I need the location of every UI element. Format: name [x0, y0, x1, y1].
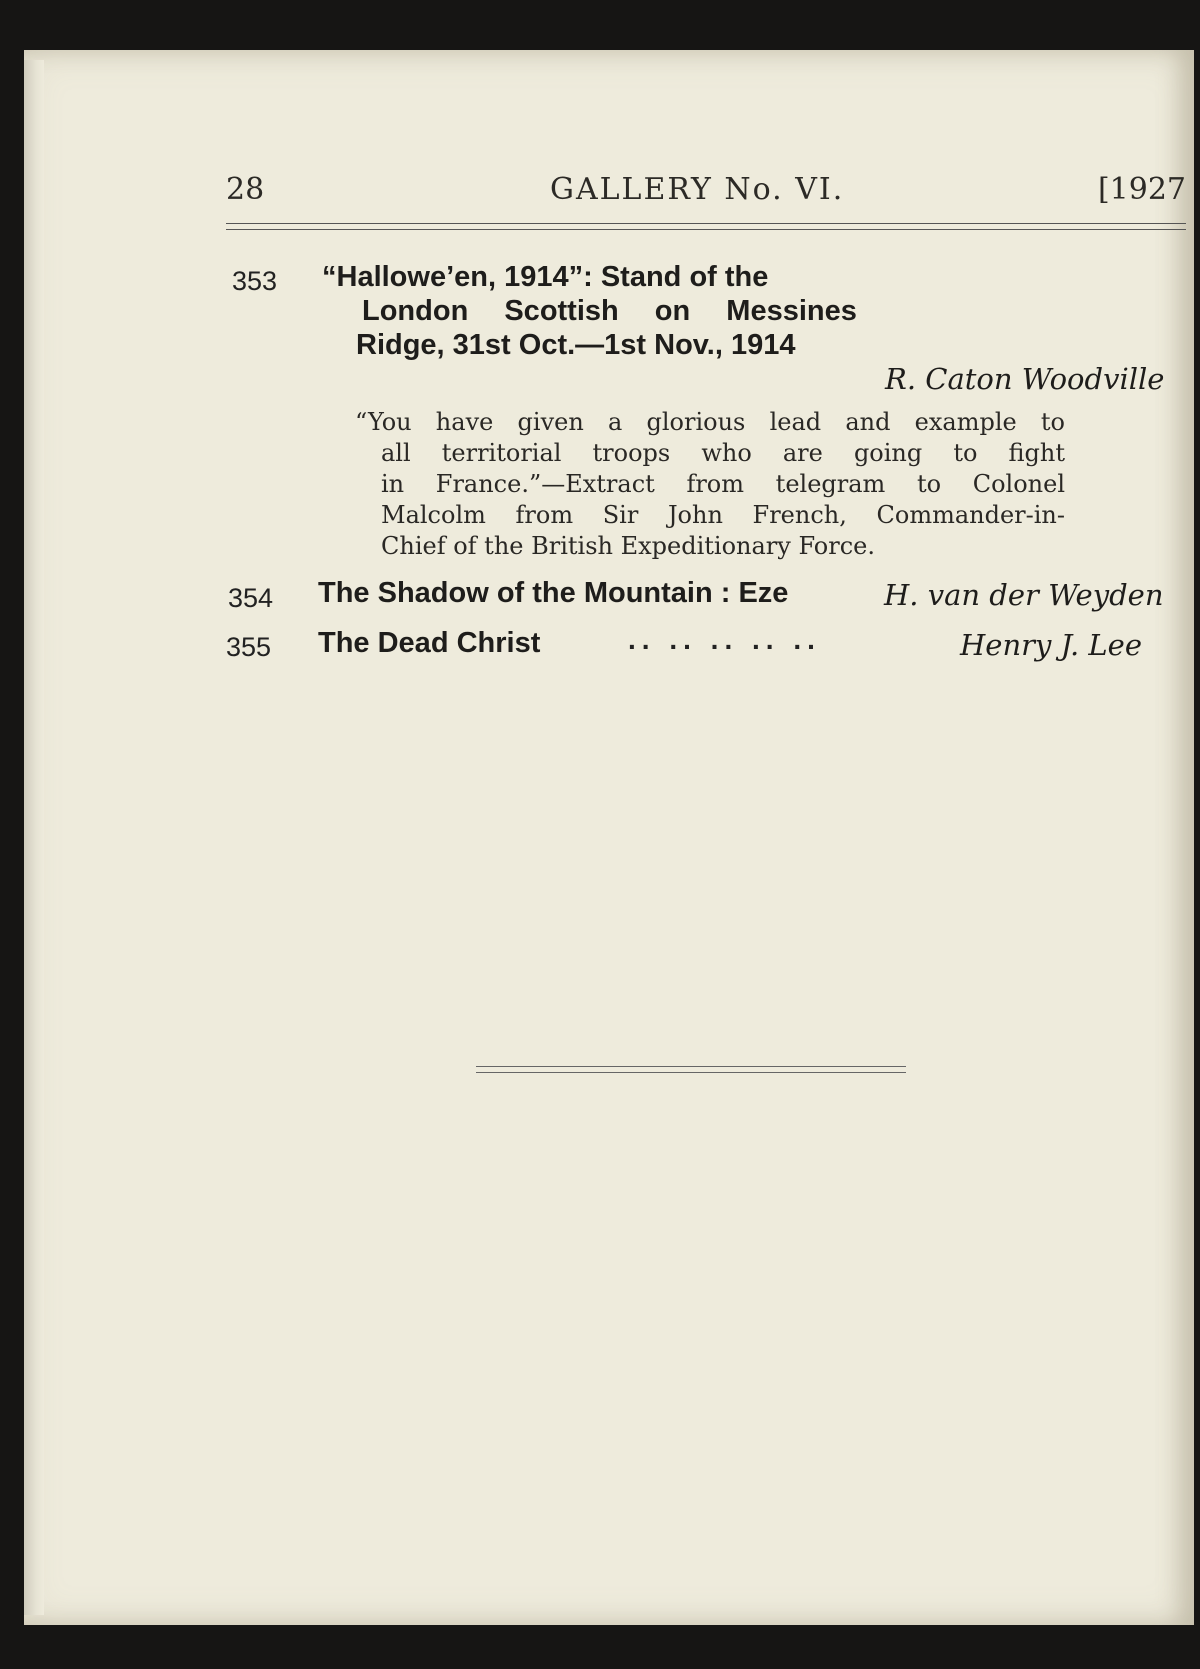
entry-number: 353 [232, 266, 278, 296]
year-label: [1927 [1097, 172, 1186, 207]
page-number: 28 [226, 172, 265, 207]
entry-artist: Henry J. Lee [960, 628, 1142, 662]
entry-artist: R. Caton Woodville [885, 362, 1165, 396]
entry-title-line: London Scottish on Messines [362, 295, 857, 327]
page-header [226, 172, 1186, 212]
page-edge [24, 60, 44, 1615]
entry-title: The Dead Christ [318, 627, 541, 659]
gallery-title: GALLERY No. VI. [550, 172, 845, 207]
section-end-rule [476, 1066, 906, 1073]
entry-artist: H. van der Weyden [884, 578, 1164, 612]
quote-line: in France.”—Extract from telegram to Colonel [381, 470, 1065, 498]
entry-number: 355 [226, 632, 272, 662]
entry-quote [355, 407, 1065, 562]
quote-line: all territorial troops who are going to fight [381, 439, 1065, 467]
entry-title: The Shadow of the Mountain : Eze [318, 577, 789, 609]
entry-title-line: “Hallowe’en, 1914”: Stand of the [322, 261, 769, 293]
entry-title-line: Ridge, 31st Oct.—1st Nov., 1914 [356, 329, 796, 361]
header-rule [226, 223, 1186, 230]
quote-line: “You have given a glorious lead and example to [355, 408, 1065, 436]
dot-leader: .. .. .. .. .. [628, 624, 821, 655]
entry-number: 354 [228, 583, 274, 613]
quote-line: Malcolm from Sir John French, Commander-in- [381, 501, 1065, 529]
quote-line: Chief of the British Expeditionary Force. [381, 532, 876, 560]
